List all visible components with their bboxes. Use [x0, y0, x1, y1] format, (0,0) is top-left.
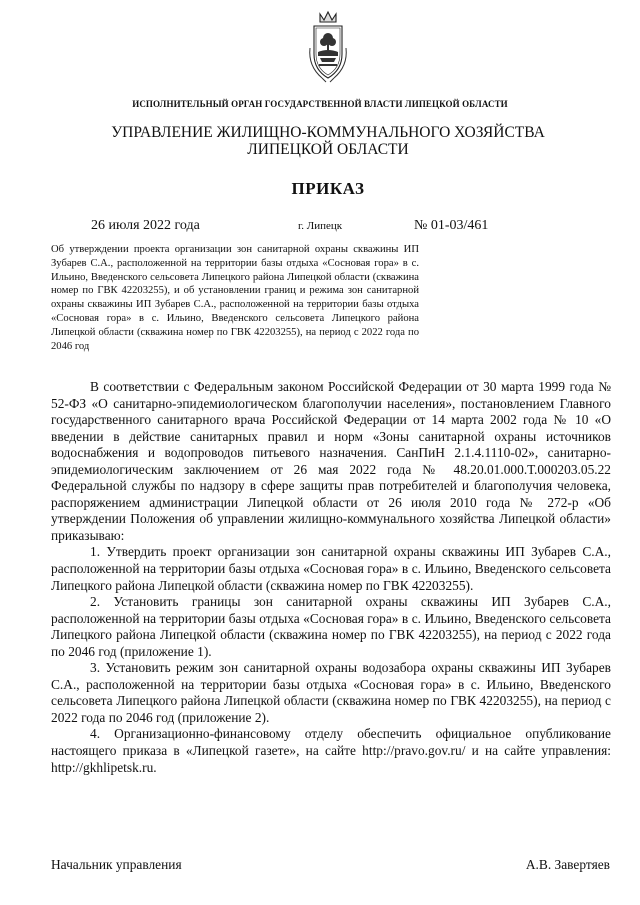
order-item-3: 3. Установить режим зон санитарной охраны водозабора охраны скважины ИП Зубарев С.А., расположенной на территории базы отдыха «Сосновая гора» в с. Ильино, Введенского сельсовета Липецкого района Липецкой области (скважина номер по ГВК 42203255), на период с 2022 года по 2046 год (приложение 2).	[51, 660, 611, 725]
department-line-1: УПРАВЛЕНИЕ ЖИЛИЩНО-КОММУНАЛЬНОГО ХОЗЯЙСТВА	[111, 124, 545, 141]
signatory-title: Начальник управления	[51, 857, 182, 872]
order-item-2: 2. Установить границы зон санитарной охраны скважины ИП Зубарев С.А., расположенной на территории базы отдыха «Сосновая гора» в с. Ильино, Введенского сельсовета Липецкого района Липецкой области (скважина номер по ГВК 42203255), на период с 2022 года по 2046 год (приложение 1).	[51, 594, 611, 659]
order-subject: Об утверждении проекта организации зон санитарной охраны скважины ИП Зубарев С.А., расположенной на территории базы отдыха «Сосновая гора» в с. Ильино, Введенского сельсовета Липецкого района Липецкой области (скважина номер по ГВК 42203255), и об установлении границ и режима зон санитарной охраны скважины ИП Зубарев С.А., расположенной на территории базы отдыха «Сосновая гора» в с. Ильино, Введенского сельсовета Липецкого района Липецкой области (скважина номер по ГВК 42203255), на период с 2022 года по 2046 год	[51, 244, 419, 352]
department-line-2: ЛИПЕЦКОЙ ОБЛАСТИ	[247, 141, 409, 158]
authority-title: ИСПОЛНИТЕЛЬНЫЙ ОРГАН ГОСУДАРСТВЕННОЙ ВЛАСТИ ЛИПЕЦКОЙ ОБЛАСТИ	[132, 99, 508, 109]
signatory-name: А.В. Завертяев	[525, 857, 610, 872]
document-type: ПРИКАЗ	[291, 179, 365, 198]
order-body	[51, 379, 611, 776]
order-date: 26 июля 2022 года	[91, 218, 200, 233]
order-number: № 01-03/461	[414, 218, 489, 233]
preamble-paragraph: В соответствии с Федеральным законом Российской Федерации от 30 марта 1999 года № 52-ФЗ «О санитарно-эпидемиологическом благополучии населения», постановлением Главного государственного санитарного врача Российской Федерации от 14 марта 2002 года № 10 «О введении в действие санитарных правил и норм «Зоны санитарной охраны источников водоснабжения и водопроводов питьевого назначения. СанПиН 2.1.4.1110-02», санитарно-эпидемиологическим заключением от 26 мая 2022 года № 48.20.01.000.Т.000203.05.22 Федеральной службы по надзору в сфере защиты прав потребителей и благополучия человека, распоряжением администрации Липецкой области от 26 июля 2010 года № 272-р «Об утверждении Положения об управлении жилищно-коммунального хозяйства Липецкой области» приказываю:	[51, 379, 611, 543]
coat-of-arms-icon	[304, 8, 352, 84]
order-item-1: 1. Утвердить проект организации зон санитарной охраны скважины ИП Зубарев С.А., расположенной на территории базы отдыха «Сосновая гора» в с. Ильино, Введенского сельсовета Липецкого района Липецкой области (скважина номер по ГВК 42203255).	[51, 544, 611, 593]
order-city: г. Липецк	[298, 220, 343, 232]
department-title	[60, 124, 596, 158]
order-item-4: 4. Организационно-финансовому отделу обеспечить официальное опубликование настоящего приказа в «Липецкой газете», на сайте http://pravo.gov.ru/ и на сайте управления: http://gkhlipetsk.ru.	[51, 726, 611, 775]
